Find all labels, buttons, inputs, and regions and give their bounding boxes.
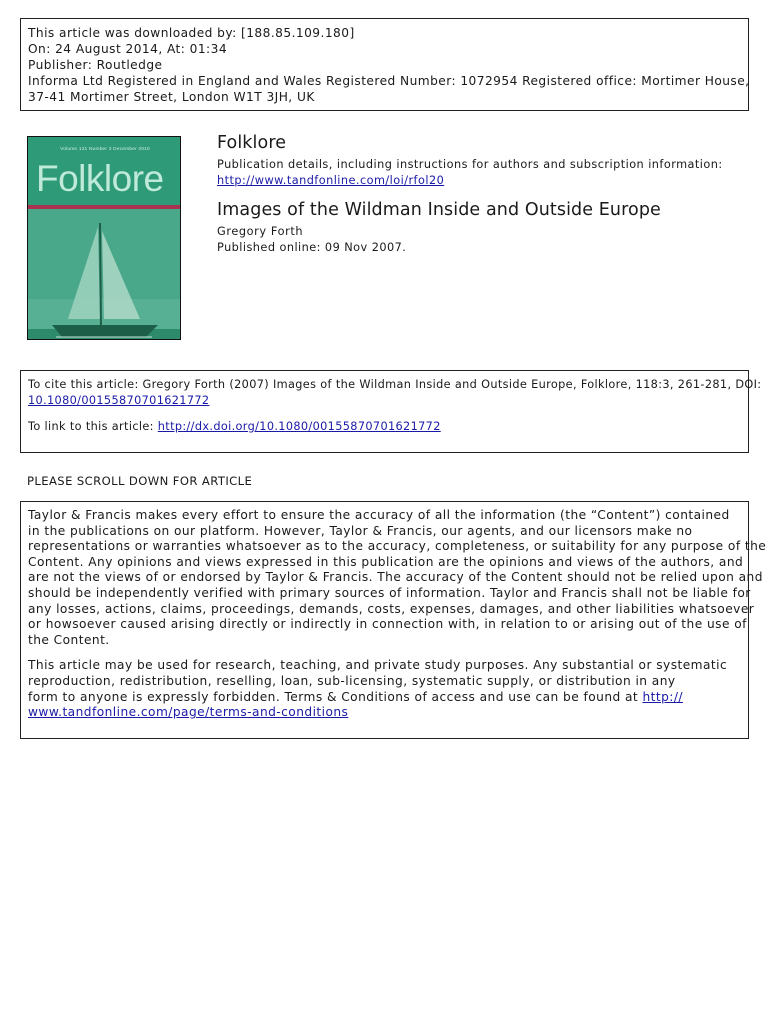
terms-line: are not the views of or endorsed by Taylor & Francis. The accuracy of the Content should not be relied upon and [28, 570, 763, 585]
link-label: To link to this article: [28, 420, 158, 433]
cite-line: To cite this article: Gregory Forth (2007) Images of the Wildman Inside and Outside Europe, Folklore, 118:3, 261-281, DOI: [28, 378, 762, 391]
terms-line: in the publications on our platform. However, Taylor & Francis, our agents, and our licensors make no [28, 523, 693, 538]
scroll-down-note: PLEASE SCROLL DOWN FOR ARTICLE [27, 474, 253, 488]
terms-link-part-1[interactable]: http:// [642, 689, 683, 704]
article-author: Gregory Forth [217, 225, 304, 238]
journal-url-link[interactable]: http://www.tandfonline.com/loi/rfol20 [217, 174, 445, 187]
download-notice-box [20, 18, 749, 111]
doi-link[interactable]: 10.1080/00155870701621772 [28, 394, 210, 407]
journal-cover-image [27, 136, 181, 340]
cover-volume-text: Volume 121 Number 3 December 2010 [60, 147, 150, 152]
terms-line: reproduction, redistribution, reselling, loan, sub-licensing, systematic supply, or distribution in any [28, 673, 676, 688]
article-title: Images of the Wildman Inside and Outside Europe [217, 200, 661, 220]
terms-line: Content. Any opinions and views expressed in this publication are the opinions and views of the authors, and [28, 554, 744, 569]
registration-line: Informa Ltd Registered in England and Wales Registered Number: 1072954 Registered office: Mortimer House, [28, 74, 750, 88]
terms-box [20, 501, 767, 739]
terms-line: the Content. [28, 632, 110, 647]
terms-link-part-2[interactable]: www.tandfonline.com/page/terms-and-conditions [28, 705, 349, 720]
publication-details: Publication details, including instructions for authors and subscription information: [217, 158, 723, 171]
terms-paragraph-2 [28, 658, 741, 720]
terms-line: Taylor & Francis makes every effort to ensure the accuracy of all the information (the “Content”) contained [28, 508, 730, 522]
address-line: 37-41 Mortimer Street, London W1T 3JH, UK [28, 90, 315, 104]
publisher-line: Publisher: Routledge [28, 58, 163, 72]
published-date: Published online: 09 Nov 2007. [217, 241, 407, 254]
citation-box [20, 370, 762, 453]
terms-line: form to anyone is expressly forbidden. Terms & Conditions of access and use can be found at [28, 689, 643, 704]
cover-title: Folklore [36, 158, 164, 199]
terms-line: This article may be used for research, teaching, and private study purposes. Any substantial or systematic [28, 658, 728, 673]
terms-line: any losses, actions, claims, proceedings, demands, costs, expenses, damages, and other liabilities whatsoever [28, 601, 755, 616]
cover-boat-illustration [28, 209, 181, 340]
terms-line: or howsoever caused arising directly or indirectly in connection with, in relation to or arising out of the use of [28, 617, 747, 632]
terms-line: should be independently verified with primary sources of information. Taylor and Francis shall not be liable for [28, 585, 751, 600]
article-doi-url-link[interactable]: http://dx.doi.org/10.1080/00155870701621772 [157, 420, 441, 433]
terms-paragraph-1 [28, 508, 767, 648]
download-ip-line: This article was downloaded by: [188.85.109.180] [28, 26, 355, 40]
download-date-line: On: 24 August 2014, At: 01:34 [28, 42, 228, 56]
terms-line: representations or warranties whatsoever as to the accuracy, completeness, or suitability for any purpose of the [28, 539, 767, 554]
journal-name: Folklore [217, 133, 287, 153]
